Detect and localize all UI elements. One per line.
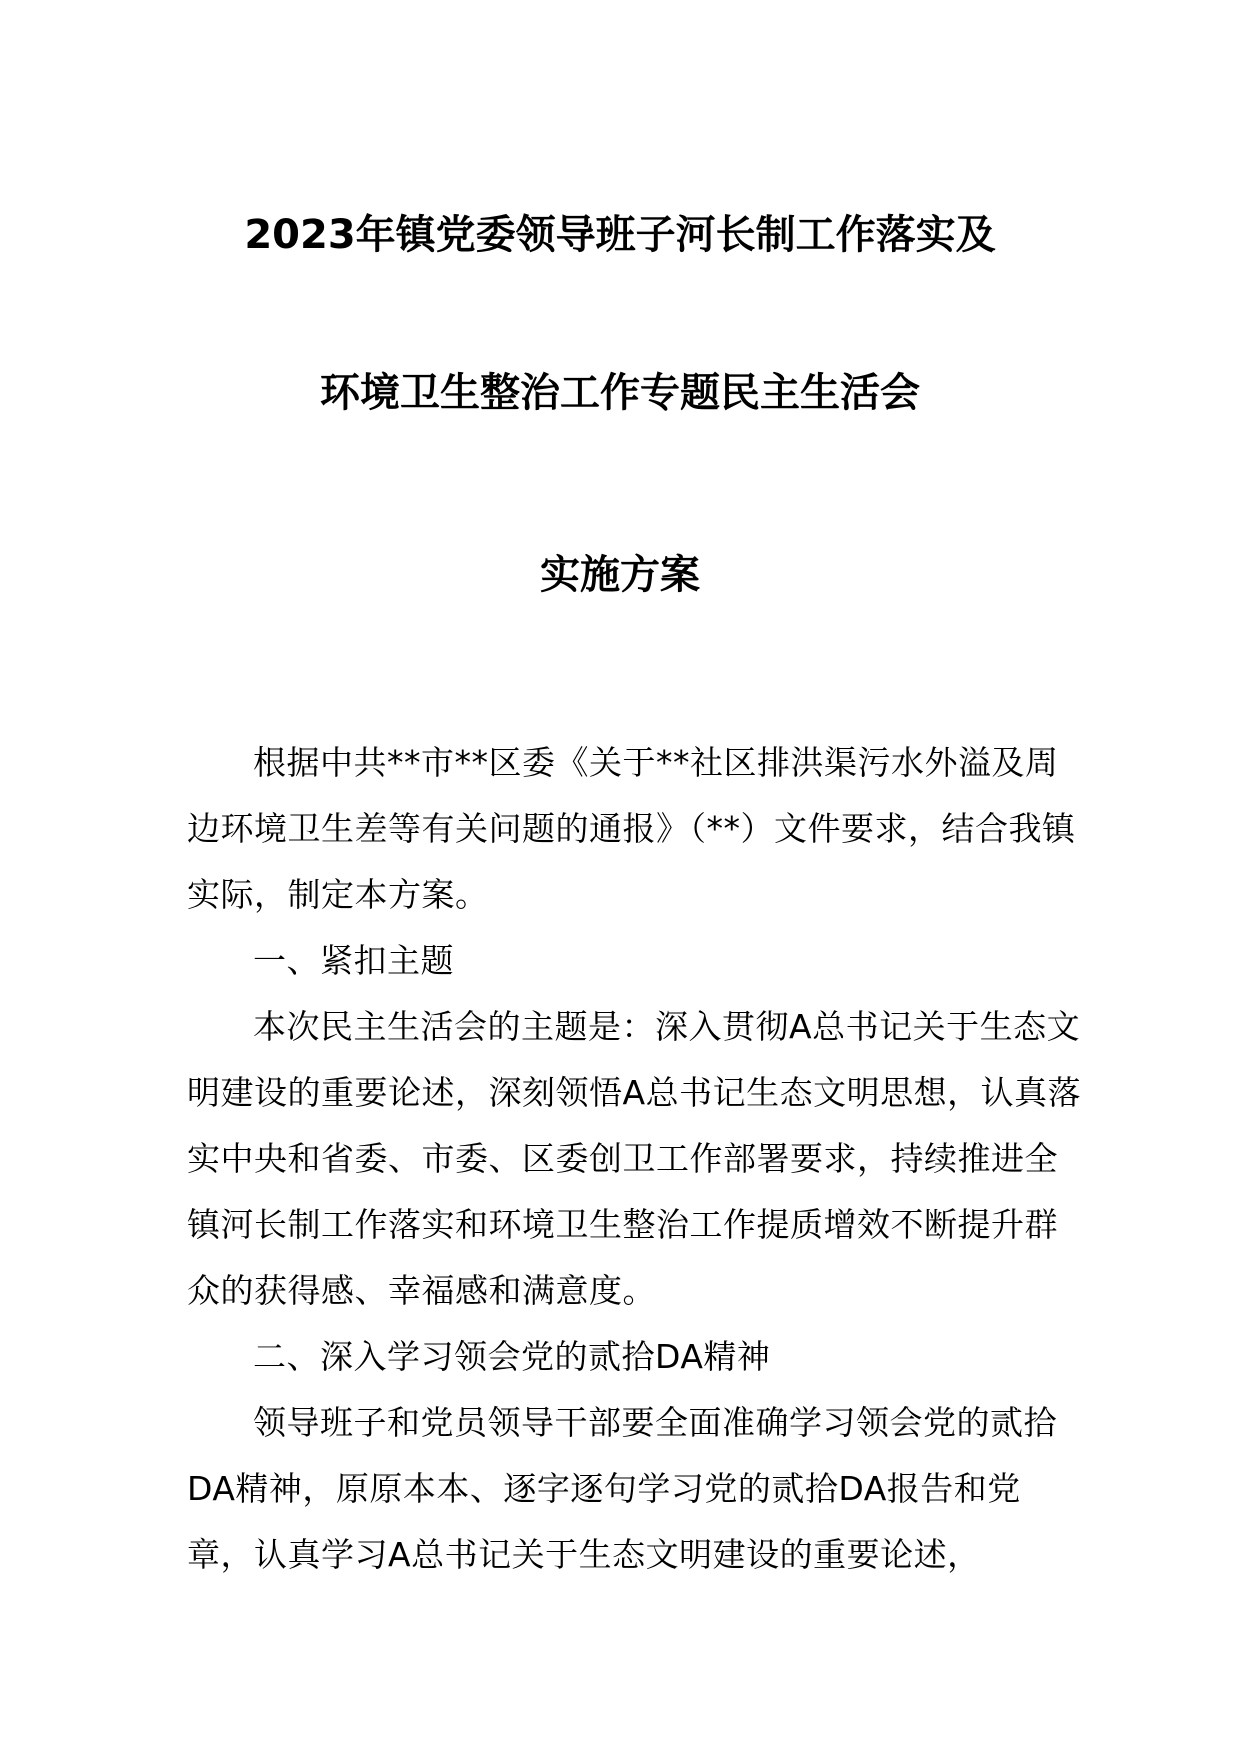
section-heading-1: 一、紧扣主题	[253, 941, 454, 980]
document-title-line-1: 2023年镇党委领导班子河长制工作落实及	[244, 212, 996, 258]
paragraph-study: 领导班子和党员领导干部要全面准确学习领会党的贰拾DA精神，原原本本、逐字逐句学习党的贰拾DA报告和党章，认真学习A总书记关于生态文明建设的重要论述，	[187, 1403, 1057, 1574]
document-title-line-3: 实施方案	[540, 552, 700, 598]
section-heading-2: 二、深入学习领会党的贰拾DA精神	[253, 1337, 771, 1376]
paragraph-theme: 本次民主生活会的主题是：深入贯彻A总书记关于生态文明建设的重要论述，深刻领悟A总书记生态文明思想，认真落实中央和省委、市委、区委创卫工作部署要求，持续推进全镇河长制工作落实和环境卫生整治工作提质增效不断提升群众的获得感、幸福感和满意度。	[187, 1007, 1082, 1310]
document-title-line-2: 环境卫生整治工作专题民主生活会	[320, 370, 920, 416]
paragraph-intro: 根据中共**市**区委《关于**社区排洪渠污水外溢及周边环境卫生差等有关问题的通报》（**）文件要求，结合我镇实际，制定本方案。	[187, 743, 1076, 914]
document-body	[187, 730, 1087, 1588]
